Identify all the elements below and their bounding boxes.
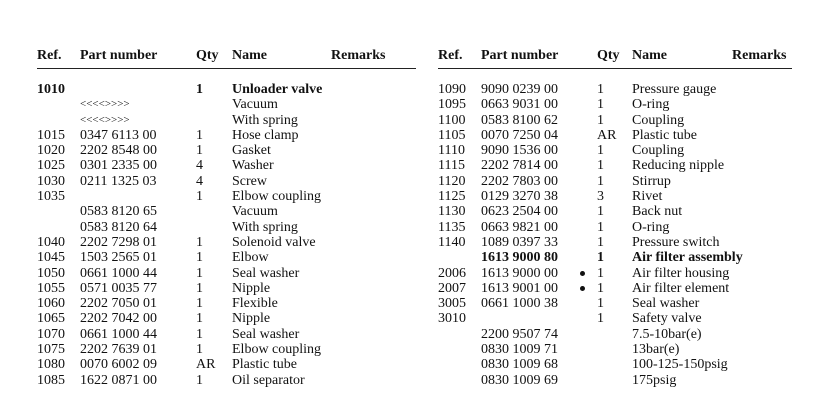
row-name: Washer [232, 158, 274, 174]
row-name: Air filter housing [632, 265, 730, 281]
row-ref: 1100 [438, 112, 466, 128]
row-part-number: 2202 7803 00 [481, 173, 558, 189]
table-row [37, 235, 416, 250]
bullet-icon [576, 281, 585, 296]
header-qty: Qty [196, 48, 219, 63]
row-part-number: 0830 1009 69 [481, 372, 558, 388]
row-name: Seal washer [232, 326, 300, 342]
table-row [37, 311, 416, 326]
row-name: With spring [232, 112, 298, 128]
row-qty: 1 [196, 296, 203, 312]
row-ref: 1025 [37, 158, 65, 174]
row-part-number: 1613 9000 80 [481, 250, 558, 266]
row-qty: 1 [196, 250, 203, 266]
row-name: O-ring [632, 219, 670, 235]
row-part-number: 0070 6002 09 [80, 357, 157, 373]
row-part-number: 9090 0239 00 [481, 82, 558, 97]
row-part-number: 0661 1000 44 [80, 265, 157, 281]
table-row [438, 128, 792, 143]
table-row [37, 342, 416, 357]
row-qty: 1 [196, 326, 203, 342]
row-name: Flexible [232, 296, 278, 312]
header-ref: Ref. [37, 48, 62, 63]
table-body-left [37, 82, 416, 388]
row-part-number: 0301 2335 00 [80, 158, 157, 174]
row-name: Coupling [632, 143, 685, 159]
row-name: Nipple [232, 280, 271, 296]
row-name: Air filter element [632, 280, 730, 296]
table-row [438, 266, 792, 281]
row-part-number: 0211 1325 03 [80, 173, 157, 189]
table-row [37, 113, 416, 128]
table-row [37, 158, 416, 173]
row-part-number: 1622 0871 00 [80, 372, 157, 388]
table-row [37, 373, 416, 388]
row-ref: 1080 [37, 357, 65, 373]
table-row [37, 296, 416, 311]
row-part-number: 0583 8120 65 [80, 204, 157, 220]
table-row [438, 373, 792, 388]
row-part-number: 2202 7814 00 [481, 158, 558, 174]
row-name: Elbow [232, 250, 269, 266]
row-part-number: 0663 9031 00 [481, 97, 558, 113]
row-name: 7.5-10bar(e) [632, 326, 702, 342]
header-name: Name [632, 48, 667, 63]
row-part-number: 0830 1009 71 [481, 342, 558, 358]
row-name: Nipple [232, 311, 271, 327]
header-remarks: Remarks [331, 48, 386, 63]
row-qty: 1 [196, 311, 203, 327]
header-remarks: Remarks [732, 48, 787, 63]
row-name: Safety valve [632, 311, 702, 327]
table-row [438, 82, 792, 97]
row-qty: 1 [597, 296, 604, 312]
table-row [438, 189, 792, 204]
row-name: Seal washer [232, 265, 300, 281]
table-row [438, 327, 792, 342]
table-row [438, 311, 792, 326]
row-name: Reducing nipple [632, 158, 725, 174]
row-part-number: 0347 6113 00 [80, 127, 157, 143]
row-name: Coupling [632, 112, 685, 128]
table-row [37, 143, 416, 158]
table-row [438, 235, 792, 250]
header-rule [438, 68, 792, 69]
row-qty: 4 [196, 173, 203, 189]
parts-table-left [37, 48, 416, 388]
row-qty: 1 [597, 311, 604, 327]
row-part-number: 1613 9000 00 [481, 265, 558, 281]
table-row [37, 357, 416, 372]
row-part-number: <<<<>>>> [80, 98, 130, 111]
table-row [438, 342, 792, 357]
row-ref: 1095 [438, 97, 466, 113]
row-part-number: 2202 7298 01 [80, 234, 157, 250]
row-qty: 1 [196, 342, 203, 358]
row-qty: 1 [597, 234, 604, 250]
row-qty: 1 [597, 219, 604, 235]
table-row [438, 97, 792, 112]
bullet-icon [576, 266, 585, 281]
row-qty: 1 [196, 280, 203, 296]
row-name: Elbow coupling [232, 189, 322, 205]
row-name: O-ring [632, 97, 670, 113]
row-name: 100-125-150psig [632, 357, 728, 373]
row-ref: 1110 [438, 143, 465, 159]
row-ref: 1085 [37, 372, 65, 388]
row-ref: 1070 [37, 326, 65, 342]
table-row [37, 189, 416, 204]
row-qty: AR [196, 357, 216, 373]
table-row [37, 128, 416, 143]
row-ref: 1140 [438, 234, 466, 250]
row-name: Back nut [632, 204, 683, 220]
row-ref: 3010 [438, 311, 466, 327]
row-ref: 1035 [37, 189, 65, 205]
row-ref: 1020 [37, 143, 65, 159]
row-qty: 1 [597, 173, 604, 189]
table-header [37, 48, 416, 68]
header-part-number: Part number [481, 48, 559, 63]
row-ref: 1065 [37, 311, 65, 327]
row-part-number: 0583 8100 62 [481, 112, 558, 128]
row-qty: 3 [597, 189, 604, 205]
row-qty: 1 [597, 158, 604, 174]
table-row [37, 250, 416, 265]
table-row [438, 143, 792, 158]
row-qty: 1 [196, 127, 203, 143]
row-part-number: 2202 7639 01 [80, 342, 157, 358]
row-part-number: 2202 7042 00 [80, 311, 157, 327]
row-name: Air filter assembly [632, 250, 743, 266]
row-qty: 1 [597, 204, 604, 220]
row-ref: 1090 [438, 82, 466, 97]
row-part-number: 0830 1009 68 [481, 357, 558, 373]
row-name: With spring [232, 219, 298, 235]
row-ref: 1130 [438, 204, 466, 220]
row-ref: 1135 [438, 219, 466, 235]
row-qty: 1 [196, 265, 203, 281]
row-ref: 1015 [37, 127, 65, 143]
row-ref: 1075 [37, 342, 65, 358]
row-qty: 1 [597, 112, 604, 128]
row-part-number: 1613 9001 00 [481, 280, 558, 296]
row-ref: 1060 [37, 296, 65, 312]
row-name: Unloader valve [232, 82, 323, 97]
row-ref: 1010 [37, 82, 65, 97]
row-part-number: <<<<>>>> [80, 113, 130, 126]
row-name: Oil separator [232, 372, 305, 388]
header-ref: Ref. [438, 48, 463, 63]
row-part-number: 2202 7050 01 [80, 296, 157, 312]
header-rule [37, 68, 416, 69]
row-part-number: 0661 1000 38 [481, 296, 558, 312]
row-name: Vacuum [232, 204, 278, 220]
table-row [37, 82, 416, 97]
table-row [438, 281, 792, 296]
table-row [37, 174, 416, 189]
row-part-number: 0129 3270 38 [481, 189, 558, 205]
row-ref: 2006 [438, 265, 466, 281]
row-part-number: 0661 1000 44 [80, 326, 157, 342]
row-qty: 1 [196, 82, 203, 97]
row-ref: 2007 [438, 280, 466, 296]
row-part-number: 9090 1536 00 [481, 143, 558, 159]
row-qty: 1 [597, 250, 604, 266]
row-part-number: 2202 8548 00 [80, 143, 157, 159]
table-row [37, 97, 416, 112]
table-row [438, 174, 792, 189]
row-part-number: 0623 2504 00 [481, 204, 558, 220]
row-part-number: 0663 9821 00 [481, 219, 558, 235]
table-row [37, 327, 416, 342]
table-row [438, 204, 792, 219]
table-header [438, 48, 792, 68]
row-name: Hose clamp [232, 127, 299, 143]
row-ref: 1050 [37, 265, 65, 281]
row-qty: 1 [196, 189, 203, 205]
row-name: Gasket [232, 143, 271, 159]
row-qty: 1 [597, 280, 604, 296]
table-row [37, 281, 416, 296]
table-row [438, 113, 792, 128]
row-qty: 1 [196, 372, 203, 388]
row-name: Pressure gauge [632, 82, 717, 97]
row-part-number: 0583 8120 64 [80, 219, 157, 235]
table-row [438, 220, 792, 235]
row-name: Pressure switch [632, 234, 720, 250]
table-row [438, 357, 792, 372]
row-name: 175psig [632, 372, 677, 388]
table-row [438, 158, 792, 173]
table-row [438, 250, 792, 265]
table-row [438, 296, 792, 311]
row-part-number: 2200 9507 74 [481, 326, 558, 342]
header-name: Name [232, 48, 267, 63]
row-name: Screw [232, 173, 267, 189]
row-qty: AR [597, 127, 617, 143]
row-ref: 1125 [438, 189, 466, 205]
table-row [37, 204, 416, 219]
row-ref: 1045 [37, 250, 65, 266]
row-name: Seal washer [632, 296, 700, 312]
row-qty: 1 [196, 234, 203, 250]
row-qty: 1 [597, 143, 604, 159]
table-row [37, 220, 416, 235]
row-name: Vacuum [232, 97, 278, 113]
row-ref: 1040 [37, 234, 65, 250]
row-name: 13bar(e) [632, 342, 680, 358]
row-name: Elbow coupling [232, 342, 322, 358]
parts-table-right [438, 48, 792, 388]
table-body-right [438, 82, 792, 388]
header-qty: Qty [597, 48, 620, 63]
row-name: Solenoid valve [232, 234, 316, 250]
row-ref: 1055 [37, 280, 65, 296]
row-part-number: 1089 0397 33 [481, 234, 558, 250]
row-part-number: 1503 2565 01 [80, 250, 157, 266]
row-name: Plastic tube [632, 127, 697, 143]
row-ref: 1115 [438, 158, 465, 174]
table-row [37, 266, 416, 281]
row-qty: 1 [597, 82, 604, 97]
row-name: Stirrup [632, 173, 671, 189]
row-ref: 3005 [438, 296, 466, 312]
row-ref: 1105 [438, 127, 466, 143]
row-qty: 4 [196, 158, 203, 174]
row-name: Rivet [632, 189, 663, 205]
row-part-number: 0571 0035 77 [80, 280, 157, 296]
row-ref: 1030 [37, 173, 65, 189]
row-ref: 1120 [438, 173, 466, 189]
row-qty: 1 [597, 97, 604, 113]
row-qty: 1 [196, 143, 203, 159]
header-part-number: Part number [80, 48, 158, 63]
row-qty: 1 [597, 265, 604, 281]
row-name: Plastic tube [232, 357, 297, 373]
row-part-number: 0070 7250 04 [481, 127, 558, 143]
